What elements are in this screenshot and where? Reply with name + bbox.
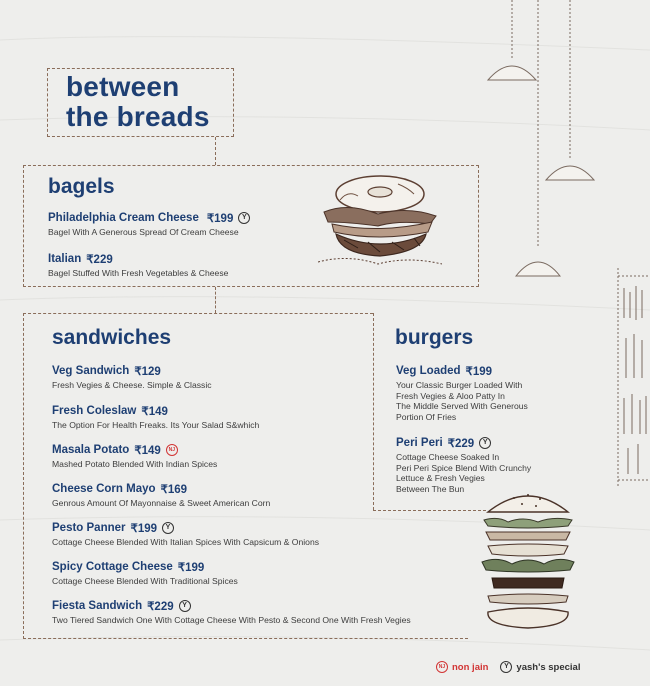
sandwiches-heading: sandwiches bbox=[52, 326, 172, 349]
legend-non-jain: non jain bbox=[452, 661, 489, 673]
item-price: ₹149 bbox=[134, 445, 161, 457]
burgers-heading: burgers bbox=[395, 326, 474, 349]
bagel-item-italian bbox=[48, 252, 228, 279]
bagel-illustration bbox=[318, 172, 442, 272]
item-price: ₹229 bbox=[147, 601, 174, 613]
desc-line: Portion Of Fries bbox=[396, 411, 457, 422]
burger-item-veg-loaded bbox=[396, 364, 528, 422]
sandwich-item-cheese-corn bbox=[52, 482, 270, 509]
sandwich-item-fiesta bbox=[52, 599, 411, 626]
item-desc bbox=[396, 380, 528, 422]
item-name: Peri Peri bbox=[396, 437, 443, 449]
desc-line: Peri Peri Spice Blend With Crunchy bbox=[396, 462, 532, 473]
item-price: ₹129 bbox=[134, 366, 161, 378]
yash-special-icon: Y bbox=[179, 600, 191, 612]
title-line1: between bbox=[66, 71, 180, 102]
item-name: Veg Sandwich bbox=[52, 365, 130, 377]
burgers-bottom-border bbox=[373, 510, 486, 511]
bagel-item-philadelphia bbox=[48, 211, 250, 238]
yash-special-icon: Y bbox=[479, 437, 491, 449]
sandwiches-left-border bbox=[23, 313, 24, 639]
item-name: Masala Potato bbox=[52, 444, 130, 456]
desc-line: Fresh Vegies & Aloo Patty In bbox=[396, 390, 505, 401]
item-price: ₹199 bbox=[130, 523, 158, 535]
desc-line: Your Classic Burger Loaded With bbox=[396, 380, 523, 390]
item-price: ₹169 bbox=[160, 484, 188, 496]
burger-illustration bbox=[478, 486, 578, 638]
item-desc: Two Tiered Sandwich One With Cottage Cheese With Pesto & Second One With Fresh Vegies bbox=[52, 615, 411, 625]
item-name: Fresh Coleslaw bbox=[52, 405, 137, 417]
yash-special-icon: Y bbox=[238, 212, 250, 224]
desc-line: Between The Bun bbox=[396, 483, 465, 494]
non-jain-icon: NJ bbox=[436, 661, 448, 673]
desc-line: Lettuce & Fresh Vegies bbox=[396, 473, 485, 483]
item-desc: Bagel Stuffed With Fresh Vegetables & Cheese bbox=[48, 268, 229, 278]
hanging-lamps-illustration bbox=[480, 0, 600, 300]
item-price: ₹229 bbox=[86, 254, 113, 266]
item-name: Pesto Panner bbox=[52, 522, 126, 534]
legend bbox=[436, 661, 580, 673]
item-name: Philadelphia Cream Cheese bbox=[48, 212, 199, 224]
yash-special-icon: Y bbox=[500, 661, 512, 673]
sandwich-item-pesto-panner bbox=[52, 521, 319, 548]
item-name: Veg Loaded bbox=[396, 365, 461, 377]
sandwiches-bottom-border bbox=[23, 638, 468, 639]
desc-line: The Middle Served With Generous bbox=[396, 401, 528, 411]
connector-bagels bbox=[215, 287, 216, 313]
legend-yash-special: yash's special bbox=[516, 661, 581, 673]
item-price: ₹149 bbox=[141, 406, 168, 418]
utensil-rack-illustration bbox=[612, 268, 650, 488]
sandwich-item-veg bbox=[52, 364, 212, 391]
non-jain-icon: NJ bbox=[166, 444, 178, 456]
title-line2: the breads bbox=[66, 101, 210, 132]
desc-line: Cottage Cheese Soaked In bbox=[396, 452, 500, 462]
item-desc: Cottage Cheese Blended With Traditional Spices bbox=[52, 576, 238, 586]
item-desc: Mashed Potato Blended With Indian Spices bbox=[52, 459, 218, 469]
item-desc: Genrous Amount Of Mayonnaise & Sweet American Corn bbox=[52, 498, 271, 508]
sandwich-item-coleslaw bbox=[52, 404, 259, 431]
item-name: Spicy Cottage Cheese bbox=[52, 561, 173, 573]
item-price: ₹229 bbox=[447, 438, 475, 450]
yash-special-icon: Y bbox=[162, 522, 174, 534]
item-desc: Bagel With A Generous Spread Of Cream Cheese bbox=[48, 227, 239, 237]
sandwiches-divider bbox=[373, 313, 374, 510]
item-desc: The Option For Health Freaks. Its Your Salad S&which bbox=[52, 420, 260, 430]
item-name: Cheese Corn Mayo bbox=[52, 483, 156, 495]
item-desc: Cottage Cheese Blended With Italian Spices With Capsicum & Onions bbox=[52, 537, 320, 547]
item-price: ₹199 bbox=[177, 562, 205, 574]
page-title bbox=[66, 72, 210, 132]
sandwiches-top-border bbox=[23, 313, 373, 314]
item-name: Fiesta Sandwich bbox=[52, 600, 143, 612]
sandwich-item-spicy-cottage bbox=[52, 560, 238, 587]
sandwich-item-masala-potato bbox=[52, 443, 217, 470]
item-price: ₹199 bbox=[465, 366, 493, 378]
bagels-heading: bagels bbox=[48, 175, 115, 198]
connector-title bbox=[215, 137, 216, 165]
item-name: Italian bbox=[48, 253, 82, 265]
item-price: ₹199 bbox=[206, 213, 234, 225]
item-desc: Fresh Vegies & Cheese. Simple & Classic bbox=[52, 380, 212, 390]
